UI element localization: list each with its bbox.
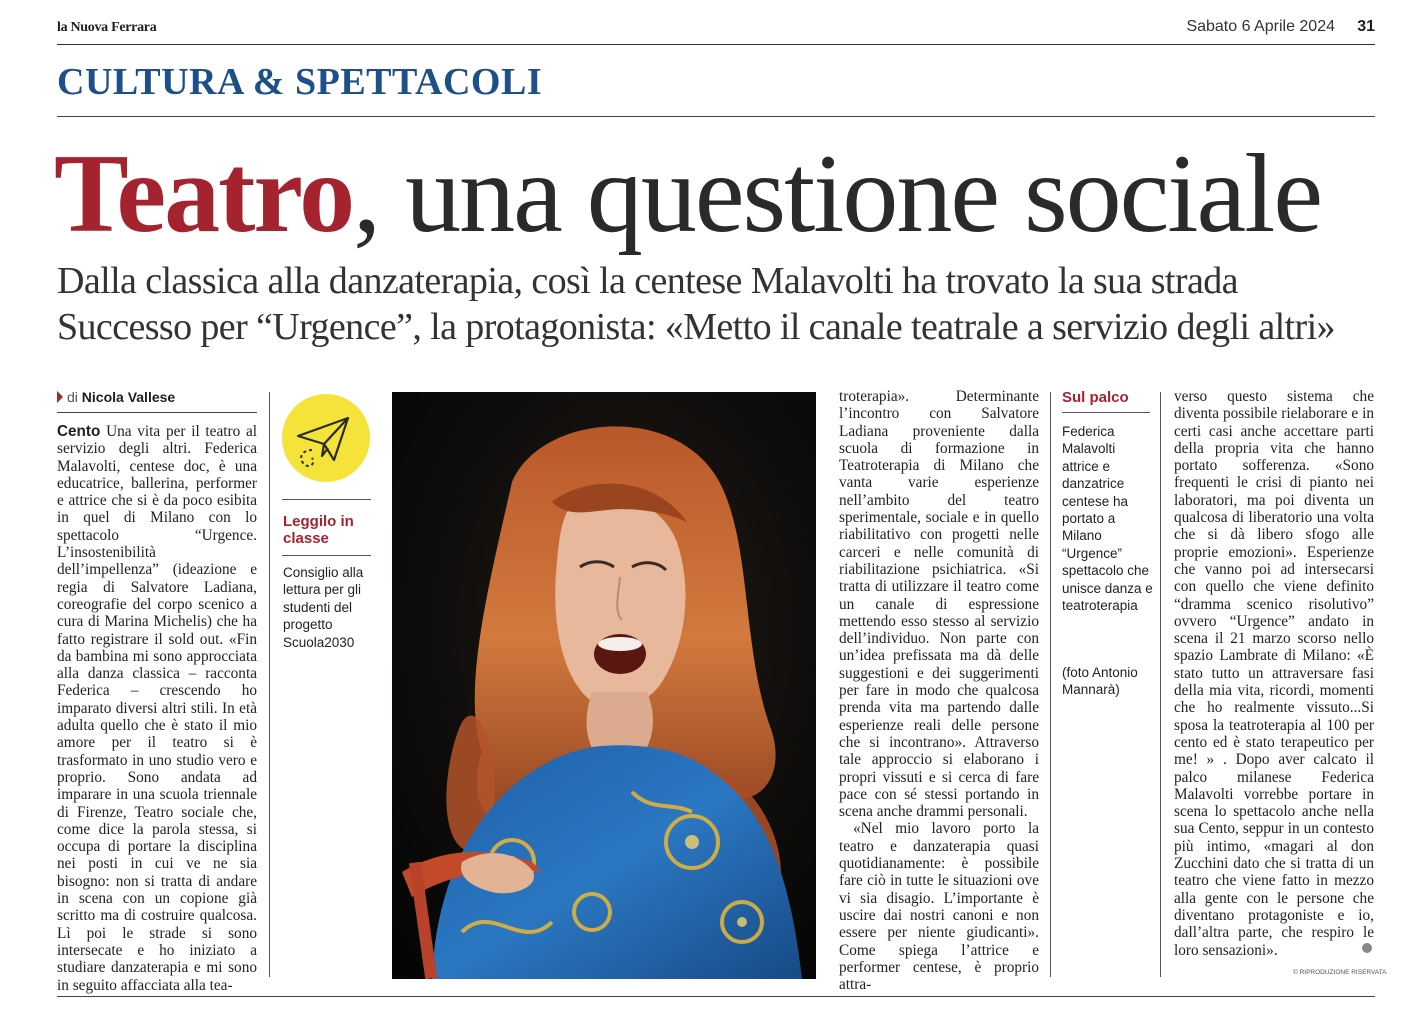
byline-divider: [57, 412, 257, 413]
byline: [57, 389, 257, 405]
caption-rule: [1062, 412, 1150, 413]
byline-prefix: di: [67, 389, 78, 405]
article-column-2-text: troterapia». Determinante l’incontro con Salvatore Ladiana proveniente dalla scuola di formazione in Teatroterapia di Milano che vanta varie esperienze nell’ambito del teatro sperimentale, sociale e in quello riabilitativo con progetti nelle carceri e nelle comunità di riabilitazione psichiatrica. «Si tratta di utilizzare il teatro come un canale di espressione mettendo esso stesso al servizio dell’individuo. Non parte con un’idea prefissata ma dà delle suggestioni e dei suggerimenti per fare in modo che qualcosa prenda vita ma partendo dalle esperienze reali delle persone che si incontrano». Attraverso tale approccio si elaborano i propri vissuti e si cerca di fare pace con sé stessi portando in scena anche drammi personali.: [839, 388, 1039, 821]
column-rule: [1050, 392, 1051, 977]
caption-title: Sul palco: [1062, 389, 1129, 406]
caption-text: Federica Malavolti attrice e danzatrice centese ha portato a Milano “Urgence” spettacolo che unisce danza e teatroterapia: [1062, 424, 1153, 614]
leggilo-title: Leggilo in classe: [283, 513, 354, 547]
article-dateline: Cento: [57, 423, 101, 440]
headline-rest: , una questione sociale: [353, 132, 1322, 256]
page-number: 31: [1357, 18, 1375, 35]
article-photo: [392, 392, 816, 979]
paper-plane-icon: [282, 394, 370, 482]
article-column-2: [839, 388, 1039, 993]
bottom-divider: [57, 996, 1375, 997]
byline-marker-icon: [57, 391, 63, 403]
leggilo-badge: [282, 394, 370, 482]
article-column-1: [57, 423, 257, 994]
masthead: [57, 18, 1375, 45]
article-column-3-text: verso questo sistema che diventa possibile rielaborare e in certi casi anche accettare parti della propria vita che hanno portato sofferenza. «Sono frequenti le crisi di pianto nei laboratori, ma poi diventa un qualcosa di liberatorio una volta che si dà libero sfogo alle proprie emozioni». Esperienze che vanno poi ad intersecarsi con quello che viene definito “dramma scenico risolutivo” ovvero “Urgence” andato in scena il 21 marzo scorso nello spazio Lambrate di Milano: «È stato tutto un attraversare fasi della mia vita, ricordi, momenti che ho realmente vissuto...Si sposa la teatroterapia al 100 per cento ed è stato terapeutico per me! » . Dopo aver calcato il palco milanese Federica Malavolti vorrebbe portare in scena lo spettacolo anche nella sua Cento, seppur in un contesto più intimo, «magari al don Zucchini dato che si tratta di un teatro che viene fatto in mezzo alla gente con le persone che diventano protagoniste e io, dall’altra parte, che respiro le loro sensazioni».: [1174, 388, 1374, 959]
copyright-notice: © RIPRODUZIONE RISERVATA: [1293, 969, 1387, 976]
issue-date: Sabato 6 Aprile 2024: [1186, 18, 1335, 35]
leggilo-text: Consiglio alla lettura per gli studenti del progetto Scuola2030: [283, 565, 364, 650]
section-divider: [57, 116, 1375, 117]
column-rule: [1160, 392, 1161, 977]
article-column-1-text: Una vita per il teatro al servizio degli altri. Federica Malavolti, centese doc, è una educatrice, ballerina, performer e attrice che si è da poco esibita in quel di Milano con lo spettacolo “Urgence. L’insostenibilità dell’impellenza” (ideazione e regia di Salvatore Ladiana, coreografie del corpo scenico a cura di Marina Michelis) che ha fatto registrare il sold out. «Fin da bambina mi sono approcciata alla danza classica – racconta Federica – crescendo ho imparato diversi altri stili. In età adulta quello che è stato il mio amore per il teatro si è trasformato in uno studio vero e proprio. Sono andata ad imparare in una scuola triennale di Firenze, Teatro sociale che, come dice la parola stessa, si occupa di portare la disciplina nei posti in cui ve ne sia bisogno: non si tratta di andare in scena con un copione già scritto ma di costruire qualcosa. Lì poi le strade si sono intersecate e ho iniziato a studiare danzaterapia e mi sono in seguito affacciata alla tea-: [57, 423, 258, 994]
paper-name: la Nuova Ferrara: [57, 20, 157, 35]
headline-accent: Teatro: [54, 132, 354, 256]
leggilo-mid-rule: [282, 555, 371, 556]
byline-author: Nicola Vallese: [81, 389, 176, 405]
photo-credit: (foto Antonio Mannarà): [1062, 665, 1138, 698]
subheadline-line-1: Dalla classica alla danzaterapia, così la centese Malavolti ha trovato la sua strada: [57, 260, 1238, 302]
headline: [54, 128, 1321, 260]
subheadline-line-2: Successo per “Urgence”, la protagonista: «Metto il canale teatrale a servizio degli altri»: [57, 306, 1335, 348]
article-column-2-paragraph-2: «Nel mio lavoro porto la teatro e danzaterapia quasi quotidianamente: è possibile fare ciò in tutte le situazioni ove vi sia disagio. L’importante è uscire dai nostri canoni e non essere per niente giudicanti». Come spiega l’attrice e performer centese, è proprio attra-: [839, 820, 1039, 994]
column-rule: [269, 392, 270, 977]
leggilo-top-rule: [282, 499, 371, 500]
end-of-article-icon: [1362, 943, 1372, 953]
section-title: CULTURA & SPETTACOLI: [57, 61, 543, 103]
article-column-3: [1174, 388, 1374, 959]
